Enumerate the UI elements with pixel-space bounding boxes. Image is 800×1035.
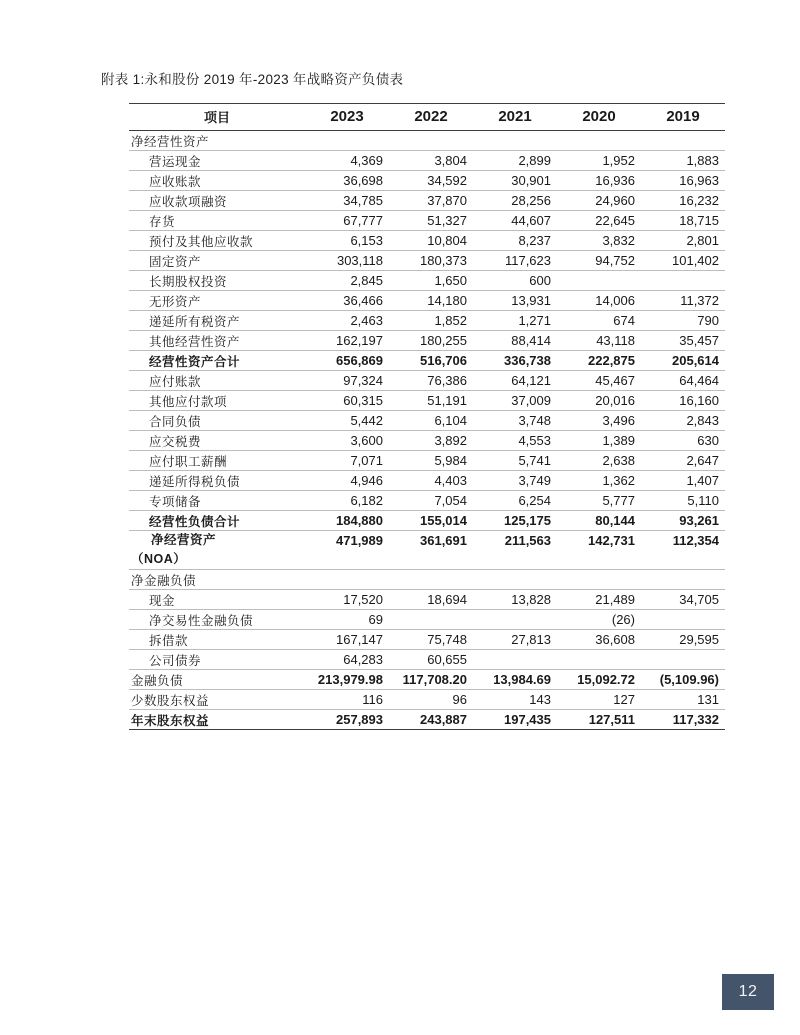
table-body (129, 131, 725, 730)
column-header-2020: 2020 (557, 104, 641, 131)
cell-value: 4,946 (305, 471, 389, 491)
row-label: 预付及其他应收款 (129, 231, 305, 251)
row-label: 年末股东权益 (129, 710, 305, 730)
table-row (129, 451, 725, 471)
page-number-badge (722, 974, 774, 1010)
cell-value: 69 (305, 610, 389, 630)
cell-value: 11,372 (641, 291, 725, 311)
cell-value (641, 271, 725, 291)
row-label: 经营性资产合计 (129, 351, 305, 371)
table-row (129, 211, 725, 231)
table-row (129, 590, 725, 610)
cell-value: 516,706 (389, 351, 473, 371)
row-label: 存货 (129, 211, 305, 231)
cell-value: 97,324 (305, 371, 389, 391)
table-row (129, 171, 725, 191)
cell-value: 184,880 (305, 511, 389, 531)
cell-value: 34,785 (305, 191, 389, 211)
cell-value: 127 (557, 690, 641, 710)
cell-value: 64,121 (473, 371, 557, 391)
row-label: 应收账款 (129, 171, 305, 191)
cell-value: 142,731 (557, 531, 641, 570)
cell-value: 790 (641, 311, 725, 331)
cell-value: 6,254 (473, 491, 557, 511)
table-row (129, 570, 725, 590)
cell-value: 14,006 (557, 291, 641, 311)
cell-value: 117,708.20 (389, 670, 473, 690)
cell-value: 3,748 (473, 411, 557, 431)
table-row (129, 231, 725, 251)
cell-value: 37,009 (473, 391, 557, 411)
cell-value: 15,092.72 (557, 670, 641, 690)
cell-value: 80,144 (557, 511, 641, 531)
cell-value: 2,463 (305, 311, 389, 331)
table-row (129, 411, 725, 431)
cell-value: 16,232 (641, 191, 725, 211)
cell-value: 13,828 (473, 590, 557, 610)
cell-value: 94,752 (557, 251, 641, 271)
cell-value: 5,984 (389, 451, 473, 471)
cell-value: 36,698 (305, 171, 389, 191)
cell-value: 60,315 (305, 391, 389, 411)
cell-value: 30,901 (473, 171, 557, 191)
cell-value: 37,870 (389, 191, 473, 211)
cell-value: 143 (473, 690, 557, 710)
cell-value: 127,511 (557, 710, 641, 730)
cell-value (557, 271, 641, 291)
cell-value: 112,354 (641, 531, 725, 570)
cell-value: 10,804 (389, 231, 473, 251)
cell-value: 13,931 (473, 291, 557, 311)
cell-value: 1,650 (389, 271, 473, 291)
table-row (129, 690, 725, 710)
cell-value: 600 (473, 271, 557, 291)
cell-value: 155,014 (389, 511, 473, 531)
table-row (129, 151, 725, 171)
cell-value: 6,153 (305, 231, 389, 251)
cell-value: 222,875 (557, 351, 641, 371)
table-row (129, 531, 725, 570)
table-row (129, 191, 725, 211)
cell-value: 213,979.98 (305, 670, 389, 690)
cell-value: 5,442 (305, 411, 389, 431)
cell-value: 1,271 (473, 311, 557, 331)
cell-value: 18,715 (641, 211, 725, 231)
cell-value: 24,960 (557, 191, 641, 211)
cell-value: 76,386 (389, 371, 473, 391)
row-label: 少数股东权益 (129, 690, 305, 710)
cell-value: 117,623 (473, 251, 557, 271)
cell-value: 167,147 (305, 630, 389, 650)
cell-value: 16,963 (641, 171, 725, 191)
cell-value: 125,175 (473, 511, 557, 531)
cell-value (305, 131, 389, 151)
cell-value (389, 131, 473, 151)
cell-value: 471,989 (305, 531, 389, 570)
cell-value: 2,899 (473, 151, 557, 171)
cell-value: 3,749 (473, 471, 557, 491)
column-header-item: 项目 (129, 104, 305, 131)
row-label: 递延所有税资产 (129, 311, 305, 331)
table-row (129, 331, 725, 351)
cell-value: 2,638 (557, 451, 641, 471)
cell-value: 5,741 (473, 451, 557, 471)
cell-value: 180,255 (389, 331, 473, 351)
cell-value: 674 (557, 311, 641, 331)
cell-value: 101,402 (641, 251, 725, 271)
cell-value: 7,054 (389, 491, 473, 511)
row-label: 现金 (129, 590, 305, 610)
row-label: 合同负债 (129, 411, 305, 431)
cell-value: 5,777 (557, 491, 641, 511)
cell-value: 51,327 (389, 211, 473, 231)
cell-value (473, 610, 557, 630)
cell-value: 75,748 (389, 630, 473, 650)
column-header-2023: 2023 (305, 104, 389, 131)
cell-value: 67,777 (305, 211, 389, 231)
cell-value: 3,832 (557, 231, 641, 251)
row-label: 应付职工薪酬 (129, 451, 305, 471)
cell-value: (26) (557, 610, 641, 630)
page-number: 12 (738, 983, 758, 1000)
cell-value: 2,845 (305, 271, 389, 291)
cell-value (641, 610, 725, 630)
row-label: 营运现金 (129, 151, 305, 171)
row-label: 净金融负债 (129, 570, 305, 590)
cell-value: 64,283 (305, 650, 389, 670)
cell-value (641, 570, 725, 590)
cell-value: 2,843 (641, 411, 725, 431)
cell-value (473, 131, 557, 151)
cell-value: 28,256 (473, 191, 557, 211)
cell-value: 16,936 (557, 171, 641, 191)
row-label: 其他应付款项 (129, 391, 305, 411)
row-label: 净经营资产 （NOA） (129, 531, 305, 570)
cell-value: 36,466 (305, 291, 389, 311)
row-label: 长期股权投资 (129, 271, 305, 291)
cell-value: 4,369 (305, 151, 389, 171)
table-row (129, 251, 725, 271)
row-label: 净经营性资产 (129, 131, 305, 151)
cell-value: 45,467 (557, 371, 641, 391)
table-header-row (129, 104, 725, 131)
page-title: 附表 1:永和股份 2019 年-2023 年战略资产负债表 (101, 72, 404, 87)
table-row (129, 351, 725, 371)
cell-value: 21,489 (557, 590, 641, 610)
row-label: 应付账款 (129, 371, 305, 391)
column-header-2019: 2019 (641, 104, 725, 131)
table-row (129, 131, 725, 151)
cell-value (473, 570, 557, 590)
cell-value: 27,813 (473, 630, 557, 650)
cell-value: 14,180 (389, 291, 473, 311)
cell-value: 1,952 (557, 151, 641, 171)
cell-value: 96 (389, 690, 473, 710)
cell-value: 16,160 (641, 391, 725, 411)
row-label: 固定资产 (129, 251, 305, 271)
cell-value: 117,332 (641, 710, 725, 730)
cell-value: 3,496 (557, 411, 641, 431)
row-label: 金融负债 (129, 670, 305, 690)
cell-value: 60,655 (389, 650, 473, 670)
cell-value: 1,407 (641, 471, 725, 491)
cell-value: 211,563 (473, 531, 557, 570)
cell-value: 180,373 (389, 251, 473, 271)
cell-value: 2,801 (641, 231, 725, 251)
table-row (129, 431, 725, 451)
cell-value: 51,191 (389, 391, 473, 411)
cell-value: 34,705 (641, 590, 725, 610)
cell-value (557, 131, 641, 151)
cell-value: 336,738 (473, 351, 557, 371)
cell-value: 3,600 (305, 431, 389, 451)
cell-value: 197,435 (473, 710, 557, 730)
table-row (129, 511, 725, 531)
row-label: 净交易性金融负债 (129, 610, 305, 630)
row-label: 其他经营性资产 (129, 331, 305, 351)
cell-value: 4,553 (473, 431, 557, 451)
cell-value: 8,237 (473, 231, 557, 251)
cell-value: 5,110 (641, 491, 725, 511)
cell-value (389, 610, 473, 630)
cell-value: 243,887 (389, 710, 473, 730)
table-row (129, 471, 725, 491)
cell-value (305, 570, 389, 590)
cell-value: 116 (305, 690, 389, 710)
table-row (129, 630, 725, 650)
row-label: 拆借款 (129, 630, 305, 650)
table-row (129, 391, 725, 411)
table-row (129, 291, 725, 311)
column-header-2022: 2022 (389, 104, 473, 131)
cell-value: 22,645 (557, 211, 641, 231)
row-label: 递延所得税负债 (129, 471, 305, 491)
row-label: 应收款项融资 (129, 191, 305, 211)
cell-value: 18,694 (389, 590, 473, 610)
cell-value: 3,892 (389, 431, 473, 451)
cell-value: 257,893 (305, 710, 389, 730)
cell-value: 43,118 (557, 331, 641, 351)
cell-value (557, 570, 641, 590)
table-row (129, 271, 725, 291)
cell-value: 1,852 (389, 311, 473, 331)
cell-value: 3,804 (389, 151, 473, 171)
column-header-2021: 2021 (473, 104, 557, 131)
cell-value: 88,414 (473, 331, 557, 351)
cell-value: 20,016 (557, 391, 641, 411)
cell-value: 630 (641, 431, 725, 451)
table-row (129, 491, 725, 511)
table-row (129, 371, 725, 391)
row-label: 公司债券 (129, 650, 305, 670)
cell-value: 34,592 (389, 171, 473, 191)
cell-value (557, 650, 641, 670)
cell-value: 656,869 (305, 351, 389, 371)
cell-value: 361,691 (389, 531, 473, 570)
cell-value: 64,464 (641, 371, 725, 391)
balance-sheet-table (129, 103, 725, 730)
row-label: 专项储备 (129, 491, 305, 511)
cell-value: 2,647 (641, 451, 725, 471)
cell-value: 205,614 (641, 351, 725, 371)
cell-value: 6,104 (389, 411, 473, 431)
cell-value (641, 131, 725, 151)
cell-value: 44,607 (473, 211, 557, 231)
cell-value: 35,457 (641, 331, 725, 351)
cell-value: 1,362 (557, 471, 641, 491)
cell-value: 1,389 (557, 431, 641, 451)
cell-value (389, 570, 473, 590)
row-label: 应交税费 (129, 431, 305, 451)
cell-value: 36,608 (557, 630, 641, 650)
cell-value: 7,071 (305, 451, 389, 471)
cell-value: 1,883 (641, 151, 725, 171)
table-row (129, 610, 725, 630)
cell-value: 93,261 (641, 511, 725, 531)
table-row (129, 710, 725, 730)
cell-value (641, 650, 725, 670)
row-label: 经营性负债合计 (129, 511, 305, 531)
cell-value: 162,197 (305, 331, 389, 351)
row-label: 无形资产 (129, 291, 305, 311)
cell-value: 6,182 (305, 491, 389, 511)
cell-value: 13,984.69 (473, 670, 557, 690)
cell-value: 303,118 (305, 251, 389, 271)
cell-value: 29,595 (641, 630, 725, 650)
table-row (129, 650, 725, 670)
cell-value: 17,520 (305, 590, 389, 610)
table-row (129, 670, 725, 690)
cell-value (473, 650, 557, 670)
cell-value: 131 (641, 690, 725, 710)
cell-value: (5,109.96) (641, 670, 725, 690)
cell-value: 4,403 (389, 471, 473, 491)
table-row (129, 311, 725, 331)
